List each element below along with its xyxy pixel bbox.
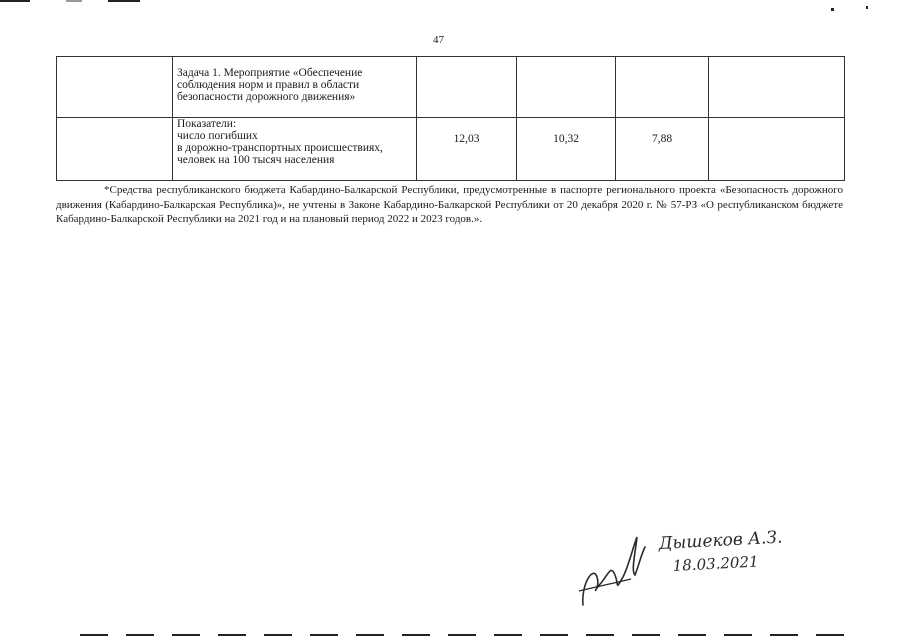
scan-dashes-bottom <box>80 634 860 636</box>
value-cell-2023 <box>616 118 709 181</box>
signature <box>575 525 805 615</box>
indicator-value: 7,88 <box>651 133 673 145</box>
table-row-indicator <box>57 118 845 181</box>
task-label: Задача 1. Мероприятие «Обеспечение соблюдения норм и правил в области безопасности дорожного движения» <box>177 67 363 103</box>
footnote: *Средства республиканского бюджета Кабардино-Балкарской Республики, предусмотренные в паспорте регионального проекта «Безопасность дорожного движения (Кабардино-Балкарская Республика)», не учтены в Законе Кабардино-Балкарской Республики от 20 декабря 2020 г. № 57-РЗ «О республиканском бюджете Кабардино-Балкарской Республики на 2021 год и на плановый период 2022 и 2023 годов.». <box>56 184 843 225</box>
task-label-cell <box>173 57 417 118</box>
indicator-label-cell <box>173 118 417 181</box>
indicator-heading: Показатели: <box>177 118 237 130</box>
table-cell <box>517 57 616 118</box>
indicator-line-1: число погибших <box>177 130 258 142</box>
table-cell <box>709 118 845 181</box>
value-cell-2022 <box>517 118 616 181</box>
page-number: 47 <box>433 34 444 46</box>
scan-dot-top-right-1 <box>831 8 834 11</box>
indicator-table <box>56 56 845 181</box>
table-cell <box>709 57 845 118</box>
signature-date: 18.03.2021 <box>672 552 759 575</box>
scan-mark-top-mid <box>66 0 82 2</box>
indicator-value: 12,03 <box>453 133 480 145</box>
signature-name: Дышеков А.З. <box>658 527 783 554</box>
value-cell-2021 <box>417 118 517 181</box>
indicator-line-2: в дорожно-транспортных происшествиях, <box>177 142 383 154</box>
table-cell <box>417 57 517 118</box>
indicator-label <box>173 118 416 166</box>
signature-scribble <box>583 537 645 605</box>
scan-dot-top-right-2 <box>866 6 868 9</box>
table-row-task <box>57 57 845 118</box>
table-cell <box>616 57 709 118</box>
table-cell <box>57 57 173 118</box>
scan-mark-top-mid2 <box>108 0 140 2</box>
indicator-value: 10,32 <box>553 133 579 145</box>
indicator-line-3: человек на 100 тысяч населения <box>177 154 335 166</box>
scan-mark-top-left <box>0 0 30 2</box>
table-cell <box>57 118 173 181</box>
